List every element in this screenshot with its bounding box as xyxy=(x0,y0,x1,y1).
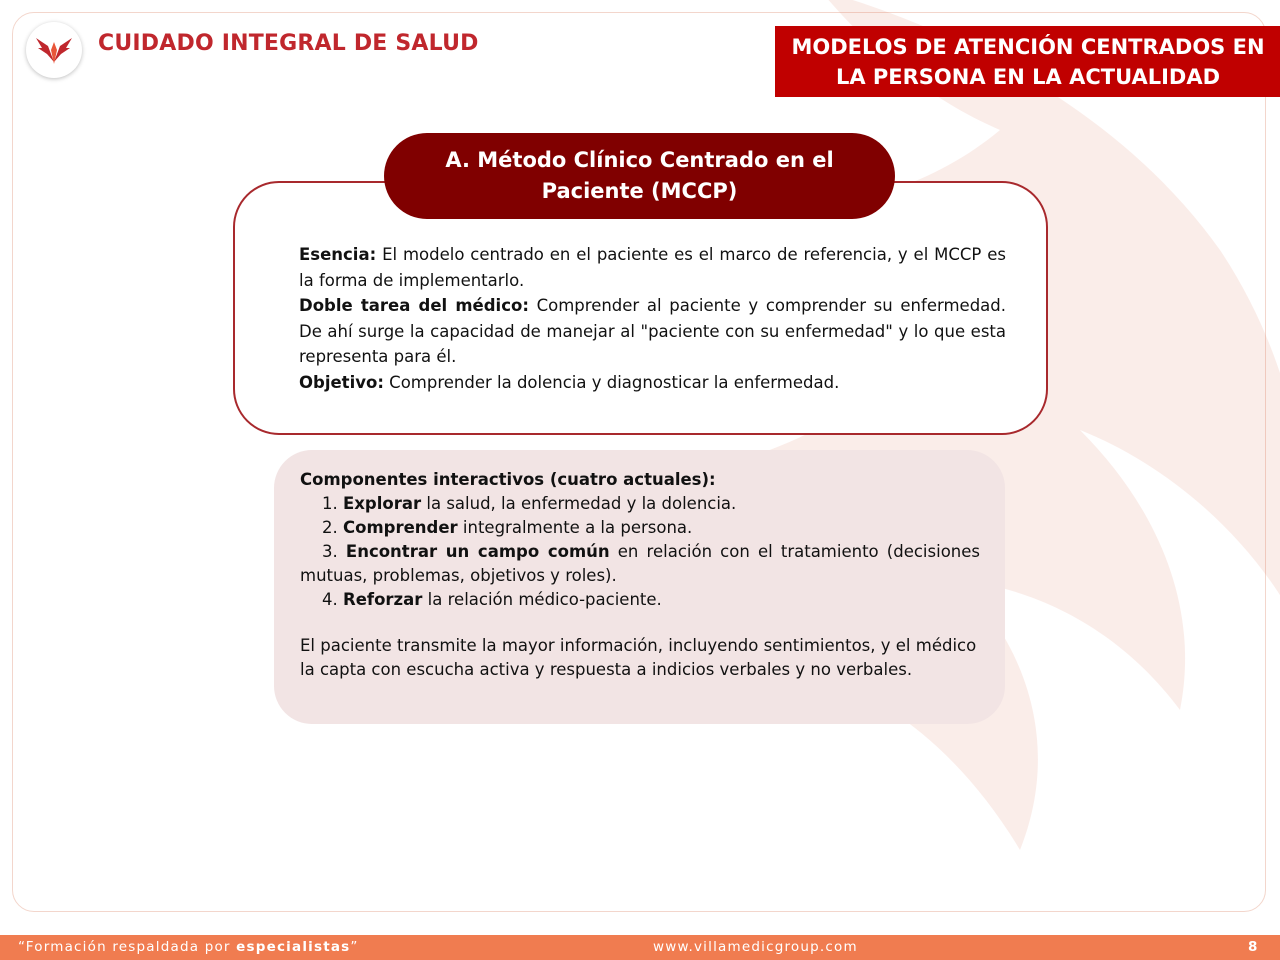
footer-bar xyxy=(0,935,1280,960)
page-number: 8 xyxy=(1248,939,1259,955)
paragraph-label: Doble tarea del médico: xyxy=(299,296,529,315)
phoenix-logo-icon xyxy=(34,32,74,68)
list-item: 4. Reforzar la relación médico-paciente. xyxy=(322,590,662,609)
components-content xyxy=(300,468,980,682)
paragraph-label: Objetivo: xyxy=(299,372,384,392)
section-heading-pill xyxy=(384,133,895,219)
paragraph-text: El modelo centrado en el paciente es el marco de referencia, y el MCCP es la forma de implementarlo. xyxy=(299,245,1006,290)
paragraph-doble-tarea xyxy=(299,293,1006,370)
paragraph-esencia xyxy=(299,242,1006,293)
paragraph-text: Comprender al paciente y comprender su enfermedad. De ahí surge la capacidad de manejar al "paciente con su enfermedad" y lo que esta representa para él. xyxy=(299,296,1006,366)
footer-website[interactable]: www.villamedicgroup.com xyxy=(653,939,858,955)
paragraph-objetivo xyxy=(299,370,1006,396)
components-heading: Componentes interactivos (cuatro actuales): xyxy=(300,470,716,489)
slide-title-box xyxy=(775,26,1280,97)
list-item: 2. Comprender integralmente a la persona. xyxy=(322,518,693,537)
list-item: 1. Explorar la salud, la enfermedad y la dolencia. xyxy=(322,494,737,513)
brand-title: CUIDADO INTEGRAL DE SALUD xyxy=(98,31,479,56)
footer-quote: “Formación respaldada por especialistas” xyxy=(18,939,359,955)
mccp-description xyxy=(299,242,1006,395)
slide-title: MODELOS DE ATENCIÓN CENTRADOS EN LA PERSONA EN LA ACTUALIDAD xyxy=(791,34,1265,89)
components-closing: El paciente transmite la mayor información, incluyendo sentimientos, y el médico la capta con escucha activa y respuesta a indicios verbales y no verbales. xyxy=(300,636,977,679)
paragraph-text: Comprender la dolencia y diagnosticar la enfermedad. xyxy=(383,372,840,392)
list-item: 3. Encontrar un campo común en relación con el tratamiento (decisiones mutuas, problemas, objetivos y roles). xyxy=(300,542,980,585)
logo xyxy=(26,22,82,78)
paragraph-label: Esencia: xyxy=(299,245,377,264)
section-heading: A. Método Clínico Centrado en el Paciente (MCCP) xyxy=(445,148,834,203)
